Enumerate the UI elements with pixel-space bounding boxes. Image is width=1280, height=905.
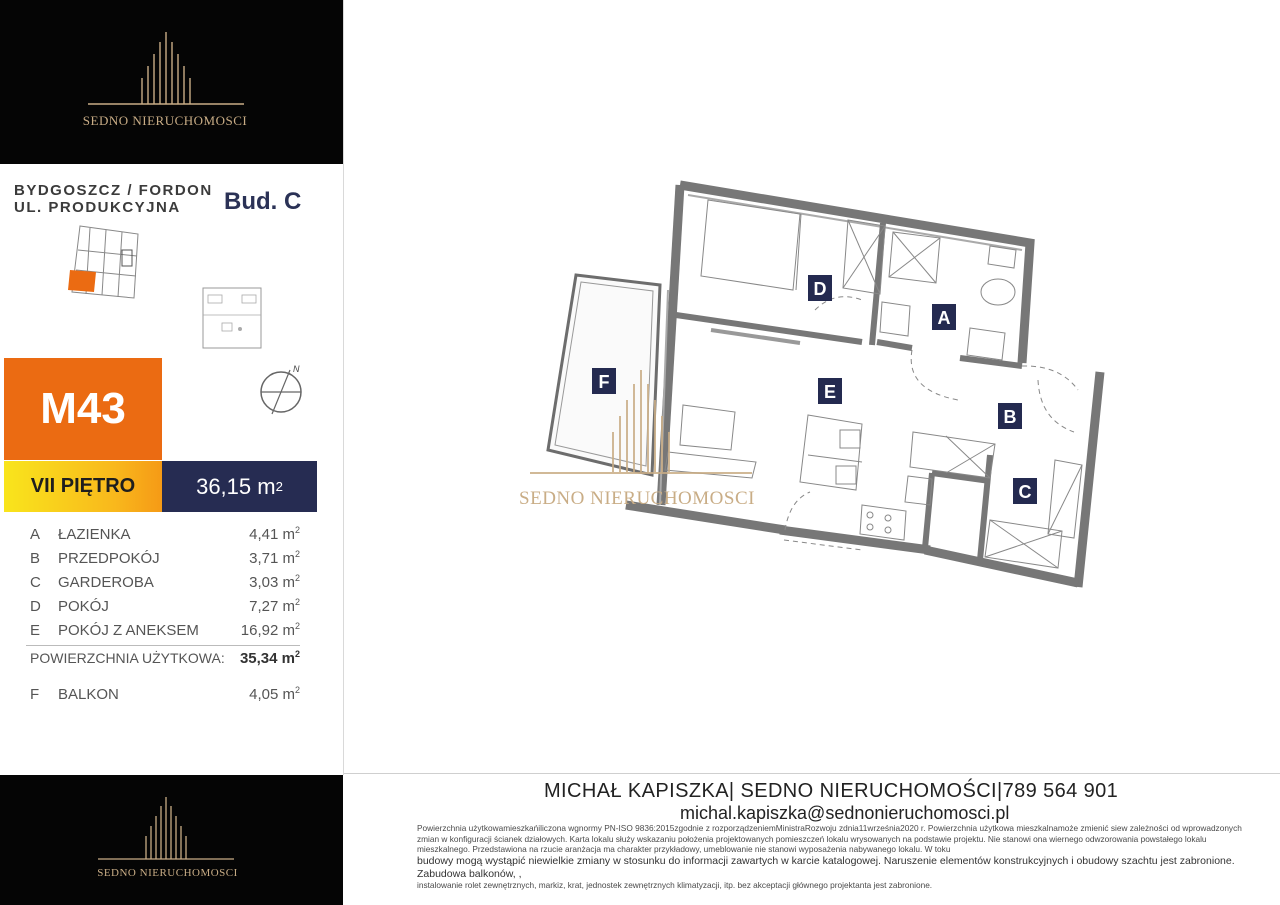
- plan-label-c: C: [1018, 482, 1032, 502]
- total-area-value: 36,15 m: [196, 473, 276, 499]
- room-name: GARDEROBA: [58, 574, 154, 591]
- room-key: C: [30, 574, 41, 591]
- room-area: 16,92 $m^2$: [240, 621, 300, 639]
- address-city: BYDGOSZCZ / FORDON: [14, 182, 213, 199]
- room-name: ŁAZIENKA: [58, 526, 131, 543]
- contact-line: MICHAŁ KAPISZKA| SEDNO NIERUCHOMOŚCI|789 564 901: [544, 780, 1119, 802]
- brand-name: SEDNO NIERUCHOMOSCI: [97, 867, 238, 879]
- room-name: POKÓJ Z ANEKSEM: [58, 622, 199, 639]
- usable-area-row: [0, 650, 300, 670]
- compass-north-label: N: [293, 364, 300, 374]
- divider: [26, 645, 300, 646]
- balcony-row: [0, 686, 300, 706]
- compass-icon: [256, 362, 312, 418]
- disclaimer-text: Powierzchnia użytkowamieszkańiliczona wgnormy PN-ISO 9836:2015zgodnie z rozporządzeniemMinistraRozwoju zdnia11września2020 r. Powierzchnia użytkowa mieszkalnamoże zmienić siew zależności od wprowadzonych zmian w konfiguracji ścianek działowych. Karta lokalu służy wskazaniu położenia projektowanych pomieszczeń lokalu wrysowanych na podstawie projektu. Nie stanowi ona wiernego odwzorowania powstałego lokalu mieszkalnego. Przedstawiona na rzucie aranżacja ma charakter przykładowy, umeblowanie nie stanowi wyposażenia nabywanego lokalu. W toku: [417, 823, 1242, 854]
- room-area: 3,71 $m^2$: [249, 549, 300, 567]
- room-row: [0, 598, 300, 618]
- brand-logo-icon: [96, 795, 236, 861]
- bottom-logo-panel: [0, 775, 343, 905]
- room-area: 3,03 $m^2$: [249, 573, 300, 591]
- room-key: A: [30, 526, 41, 543]
- disclaimer-text-3: instalowanie rolet zewnętrznych, markiz, krat, jednostek zewnętrznych klimatyzacji, itp. bez akceptacji głównego projektanta jest zabronione.: [417, 880, 933, 890]
- room-name: POKÓJ: [58, 598, 109, 615]
- usable-area-label: POWIERZCHNIA UŻYTKOWA:: [30, 650, 225, 666]
- contact-email: michal.kapiszka@sednonieruchomosci.pl: [680, 803, 1010, 823]
- disclaimer-text-2: budowy mogą wystąpić niewielkie zmiany w stosunku do informacji zawartych w karcie katalogowej. Naruszenie elementów konstrukcyjnych i obudowy szachtu jest zabronione. Zabudowa balkonów, ,: [417, 855, 1235, 880]
- usable-area-value: 35,34 $m^2$: [239, 649, 300, 667]
- room-name: PRZEDPOKÓJ: [58, 550, 160, 567]
- brand-logo-icon: [86, 28, 246, 108]
- key-plan-icon: [200, 285, 266, 351]
- plan-label-a: A: [937, 308, 951, 328]
- room-area: 7,27 $m^2$: [249, 597, 300, 615]
- plan-label-b: B: [1003, 407, 1017, 427]
- floor-plan: [344, 0, 1280, 775]
- room-key: B: [30, 550, 41, 567]
- floor-label: VII PIĘTRO: [4, 461, 162, 512]
- watermark-text: SEDNO NIERUCHOMOSCI: [519, 488, 755, 509]
- brand-name: SEDNO NIERUCHOMOSCI: [82, 113, 248, 128]
- site-map-icon: [60, 220, 150, 305]
- address-street: UL. PRODUKCYJNA: [14, 199, 181, 216]
- building-label: Bud. C: [224, 188, 302, 215]
- total-area: 36,15 m 2: [162, 461, 317, 512]
- room-list: [0, 526, 300, 646]
- plan-label-f: F: [598, 372, 610, 392]
- room-row: [0, 550, 300, 570]
- room-key: D: [30, 598, 41, 615]
- footer-divider: [344, 773, 1280, 774]
- top-logo-panel: [0, 0, 343, 164]
- balcony-name: BALKON: [58, 686, 119, 703]
- room-row: [0, 574, 300, 594]
- balcony-area: 4,05 $m^2$: [249, 685, 300, 703]
- apartment-id: M43: [4, 358, 162, 460]
- plan-label-e: E: [823, 382, 837, 402]
- room-row: [0, 622, 300, 642]
- plan-label-d: D: [813, 279, 827, 299]
- room-area: 4,41 $m^2$: [249, 525, 300, 543]
- room-key: E: [30, 622, 41, 639]
- room-row: [0, 526, 300, 546]
- sidebar: [0, 0, 343, 905]
- balcony-key: F: [30, 686, 40, 703]
